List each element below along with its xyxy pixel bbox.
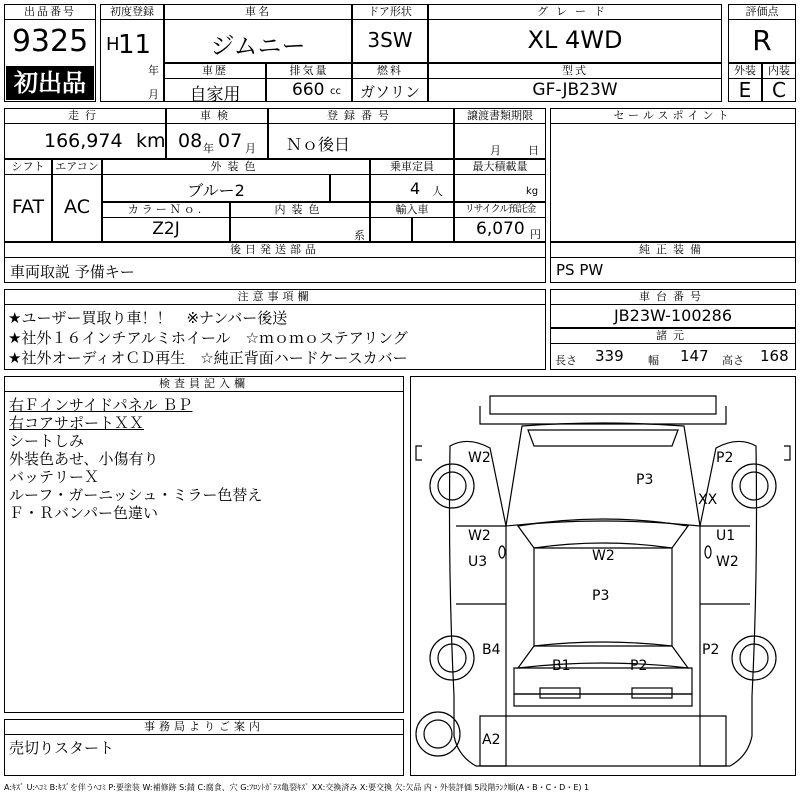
inspector-label: 検査員記入欄 [4, 376, 404, 392]
spare-tire [416, 712, 460, 756]
score-label: 評価点 [728, 4, 796, 20]
mark-rf-u: U1 [716, 528, 736, 544]
interior-cell [230, 217, 370, 242]
wheel-front-right [732, 464, 776, 508]
rear-license [540, 688, 580, 698]
lot-label: 出品番号 [4, 4, 96, 20]
notes-line-2: ★社外１６インチアルミホイール ☆ｍｏｍｏステアリング [8, 329, 408, 347]
front-bumper-inner [480, 406, 726, 424]
rear-light [632, 688, 672, 698]
grade-label: グレード [428, 4, 722, 20]
capacity-unit: 人 [432, 185, 443, 198]
regno-label: 登録番号 [268, 108, 454, 124]
tailgate-outline [514, 668, 692, 694]
interior-suffix: 系 [354, 229, 365, 242]
later-parts-label: 後日発送部品 [4, 242, 546, 258]
ext-score: E [738, 78, 752, 102]
mark-tail-p: P2 [630, 658, 648, 674]
interior-label: 内装色 [230, 202, 370, 218]
load-unit: kg [526, 186, 539, 197]
spec-hgt: 168 [760, 347, 789, 365]
handle-left [499, 546, 505, 558]
inspector-line-2: 右コアサポートＸＸ [9, 414, 145, 432]
sales-point-box [550, 123, 796, 242]
mark-rf-w: W2 [716, 554, 739, 570]
equipment-label: 純正装備 [550, 242, 796, 258]
mark-fr-xx: XX [698, 492, 718, 508]
transfer-month: 月 [490, 144, 501, 157]
first-listing-badge: 初出品 [6, 66, 94, 100]
color-value: ブルー2 [187, 181, 245, 200]
inspector-line-3: シートしみ [9, 432, 85, 450]
color-cell-extra [330, 174, 370, 202]
later-parts-value: 車両取説 予備キー [10, 263, 135, 281]
ext-label: 外装 [728, 63, 762, 79]
front-bumper-outline [490, 396, 716, 414]
spare-area [480, 716, 726, 766]
inspector-line-5: バッテリーＸ [9, 468, 100, 486]
inspector-line-6: ルーフ・ガーニッシュ・ミラー色替え [9, 486, 263, 504]
int-score: C [772, 78, 786, 102]
inspector-line-4: 外装色あせ、小傷有り [9, 450, 159, 468]
mirror-right [784, 446, 790, 460]
transfer-label: 譲渡書類期限 [454, 108, 546, 124]
notes-line-3: ★社外オーディオＣＤ再生 ☆純正背面ハードケースカバー [8, 349, 408, 367]
office-label: 事務局よりご案内 [4, 719, 404, 735]
reg-year-unit: 年 [148, 64, 159, 77]
mark-fr-p: P2 [716, 450, 734, 466]
rear-bumper [514, 694, 692, 706]
inspection-year-unit: 年 [203, 142, 214, 155]
damage-diagram [410, 376, 796, 776]
hood-outline [506, 423, 700, 526]
chassis-label: 車台番号 [550, 289, 796, 305]
history-value: 自家用 [189, 85, 241, 105]
spec-label: 諸元 [550, 328, 796, 344]
office-value: 売切りスタート [9, 739, 115, 757]
mileage-unit: km [136, 130, 166, 152]
reg-era: H [106, 34, 120, 55]
disp-unit: cc [330, 86, 341, 97]
mark-fl-w: W2 [468, 450, 491, 466]
color-code-label: カラーＮｏ. [102, 202, 230, 218]
reg-year: 11 [118, 30, 152, 60]
int-label: 内装 [762, 63, 796, 79]
door-label: ドア形状 [352, 4, 428, 20]
recycle-unit: 円 [530, 228, 541, 241]
mark-spare: A2 [482, 732, 501, 748]
car-name: ジムニー [210, 32, 306, 60]
grade: XL 4WD [527, 26, 623, 54]
recycle-value: 6,070 [476, 219, 525, 239]
fuel-label: 燃料 [352, 63, 428, 79]
door-type: 3SW [367, 28, 413, 52]
spec-wid-label: 幅 [648, 354, 659, 367]
notes-line-1: ★ユーザー買取り車！！ ※ナンバー後送 [8, 309, 288, 327]
mark-rr-p: P2 [702, 642, 720, 658]
disp-label: 排気量 [266, 63, 352, 79]
mileage-value: 166,974 [44, 130, 123, 152]
lot-number: 9325 [11, 24, 89, 59]
import-label: 輸入車 [370, 202, 454, 218]
model-label: 型式 [428, 63, 722, 79]
shift-value: FAT [11, 196, 45, 218]
score-value: R [752, 24, 772, 57]
shift-label: シフト [4, 159, 52, 175]
ac-label: エアコン [52, 159, 102, 175]
chassis-value: JB23W-100286 [613, 306, 733, 325]
spec-hgt-label: 高さ [722, 354, 744, 367]
sales-point-label: セールスポイント [550, 108, 796, 124]
mark-roof-p: P3 [592, 588, 610, 604]
equipment-value: PS PW [556, 261, 604, 279]
inspection-label: 車検 [166, 108, 268, 124]
mark-lf-w: W2 [468, 528, 491, 544]
load-label: 最大積載量 [454, 159, 546, 175]
inspector-line-7: Ｆ・Ｒバンパー色違い [9, 504, 158, 522]
reg-month-unit: 月 [148, 88, 159, 101]
import-cell-2 [412, 217, 454, 242]
inspector-line-1: 右Ｆインサイドパネル ＢＰ [9, 396, 193, 414]
mark-roof: W2 [592, 548, 615, 564]
mileage-label: 走行 [4, 108, 166, 124]
reg-label: 初度登録 [100, 4, 164, 20]
transfer-day: 日 [528, 144, 539, 157]
fuel-value: ガソリン [359, 83, 420, 101]
grille [528, 430, 678, 446]
model-value: GF-JB23W [532, 80, 618, 100]
disp-value: 660 [292, 80, 325, 100]
regno-value: Ｎｏ後日 [286, 135, 351, 154]
color-label: 外装色 [102, 159, 370, 175]
capacity-value: 4 [410, 179, 421, 198]
legend: A:ｷｽﾞ U:ﾍｺﾐ B:ｷｽﾞを伴うﾍｺﾐ P:要塗装 W:補修跡 S:錆 C:腐食、穴 G:ﾌﾛﾝﾄｶﾞﾗｽ亀裂ｷｽﾞ XX:交換済み X:要交換 欠:欠品 内・外装評価 5段階ﾗﾝｸ順(A・B・C・D・E) 1 [4, 783, 590, 792]
mirror-left [416, 446, 422, 460]
spec-len-label: 長さ [555, 354, 577, 367]
wheel-front-left [430, 464, 474, 508]
color-code: Z2J [152, 219, 180, 239]
inspection-month-unit: 月 [245, 142, 256, 155]
inspection-year: 08 [178, 130, 203, 152]
mark-lf-u: U3 [468, 554, 488, 570]
spec-len: 339 [595, 347, 624, 365]
import-cell [370, 217, 412, 242]
mark-tail-b: B1 [552, 658, 571, 674]
ac-value: AC [64, 196, 90, 218]
car-name-label: 車名 [164, 4, 352, 20]
notes-label: 注意事項欄 [4, 289, 546, 305]
mark-hood: P3 [636, 472, 654, 488]
spec-wid: 147 [680, 347, 709, 365]
mark-lr-b: B4 [482, 642, 501, 658]
history-label: 車歴 [164, 63, 266, 79]
inspection-month: 07 [218, 130, 243, 152]
recycle-label: リサイクル預託金 [454, 202, 546, 218]
handle-right [705, 546, 711, 558]
capacity-label: 乗車定員 [370, 159, 454, 175]
